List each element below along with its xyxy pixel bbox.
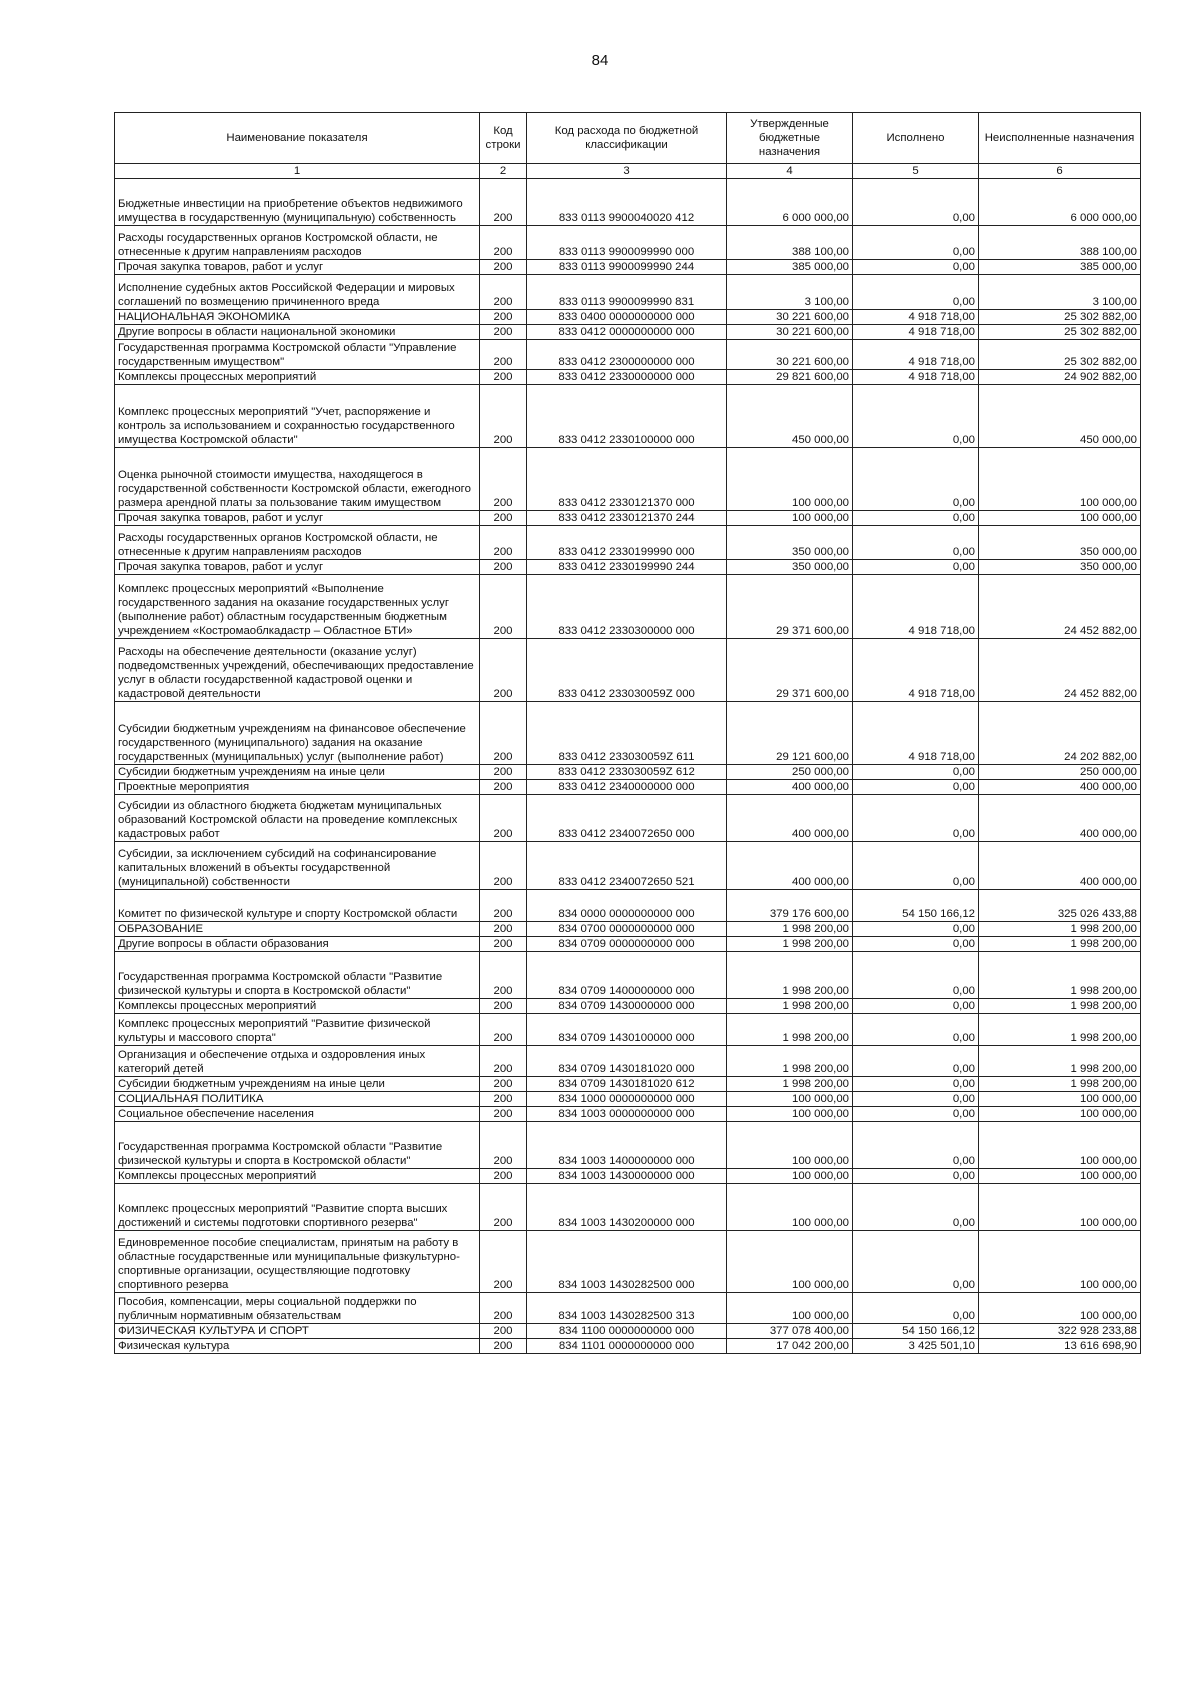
row-unexecuted: 100 000,00 bbox=[979, 1092, 1141, 1107]
row-unexecuted: 1 998 200,00 bbox=[979, 952, 1141, 999]
column-number: 5 bbox=[853, 164, 979, 179]
row-name: Комплекс процессных мероприятий "Учет, распоряжение и контроль за использованием и сохранностью государственного имущества Костромской области" bbox=[115, 385, 480, 448]
table-body bbox=[115, 179, 1141, 1354]
row-unexecuted: 100 000,00 bbox=[979, 1293, 1141, 1324]
row-approved: 1 998 200,00 bbox=[727, 922, 853, 937]
row-kbk-code: 834 1003 0000000000 000 bbox=[527, 1107, 727, 1122]
table-row bbox=[115, 937, 1141, 952]
table-row bbox=[115, 340, 1141, 370]
row-approved: 450 000,00 bbox=[727, 385, 853, 448]
row-line-code: 200 bbox=[480, 226, 527, 260]
row-unexecuted: 100 000,00 bbox=[979, 448, 1141, 511]
row-executed: 4 918 718,00 bbox=[853, 340, 979, 370]
row-kbk-code: 833 0412 2340072650 000 bbox=[527, 795, 727, 842]
row-executed: 0,00 bbox=[853, 1122, 979, 1169]
row-approved: 1 998 200,00 bbox=[727, 952, 853, 999]
table-row bbox=[115, 780, 1141, 795]
row-name: ОБРАЗОВАНИЕ bbox=[115, 922, 480, 937]
row-unexecuted: 24 202 882,00 bbox=[979, 702, 1141, 765]
row-kbk-code: 834 1003 1430282500 313 bbox=[527, 1293, 727, 1324]
row-approved: 250 000,00 bbox=[727, 765, 853, 780]
row-line-code: 200 bbox=[480, 1324, 527, 1339]
row-name: Прочая закупка товаров, работ и услуг bbox=[115, 260, 480, 275]
row-line-code: 200 bbox=[480, 370, 527, 385]
row-name: Государственная программа Костромской области "Управление государственным имуществом" bbox=[115, 340, 480, 370]
row-executed: 54 150 166,12 bbox=[853, 1324, 979, 1339]
row-executed: 0,00 bbox=[853, 448, 979, 511]
row-name: Субсидии бюджетным учреждениям на иные цели bbox=[115, 1077, 480, 1092]
row-unexecuted: 350 000,00 bbox=[979, 560, 1141, 575]
table-row bbox=[115, 370, 1141, 385]
row-unexecuted: 400 000,00 bbox=[979, 795, 1141, 842]
table-row bbox=[115, 385, 1141, 448]
row-unexecuted: 322 928 233,88 bbox=[979, 1324, 1141, 1339]
row-kbk-code: 834 0700 0000000000 000 bbox=[527, 922, 727, 937]
row-unexecuted: 3 100,00 bbox=[979, 275, 1141, 310]
row-name: СОЦИАЛЬНАЯ ПОЛИТИКА bbox=[115, 1092, 480, 1107]
row-approved: 1 998 200,00 bbox=[727, 999, 853, 1014]
row-kbk-code: 833 0113 9900040020 412 bbox=[527, 179, 727, 226]
row-kbk-code: 833 0412 2330121370 244 bbox=[527, 511, 727, 526]
table-row bbox=[115, 1169, 1141, 1184]
row-executed: 0,00 bbox=[853, 275, 979, 310]
row-executed: 0,00 bbox=[853, 842, 979, 890]
row-executed: 0,00 bbox=[853, 260, 979, 275]
table-row bbox=[115, 1293, 1141, 1324]
table-row bbox=[115, 1092, 1141, 1107]
row-line-code: 200 bbox=[480, 702, 527, 765]
row-name: Прочая закупка товаров, работ и услуг bbox=[115, 560, 480, 575]
row-line-code: 200 bbox=[480, 922, 527, 937]
table-row bbox=[115, 179, 1141, 226]
row-executed: 0,00 bbox=[853, 511, 979, 526]
row-line-code: 200 bbox=[480, 310, 527, 325]
row-executed: 0,00 bbox=[853, 937, 979, 952]
row-executed: 0,00 bbox=[853, 1293, 979, 1324]
row-approved: 3 100,00 bbox=[727, 275, 853, 310]
row-approved: 1 998 200,00 bbox=[727, 1014, 853, 1046]
row-approved: 1 998 200,00 bbox=[727, 937, 853, 952]
header-executed: Исполнено bbox=[853, 113, 979, 164]
row-line-code: 200 bbox=[480, 1184, 527, 1231]
row-kbk-code: 833 0412 2330100000 000 bbox=[527, 385, 727, 448]
row-kbk-code: 833 0412 0000000000 000 bbox=[527, 325, 727, 340]
row-unexecuted: 1 998 200,00 bbox=[979, 1077, 1141, 1092]
row-name: ФИЗИЧЕСКАЯ КУЛЬТУРА И СПОРТ bbox=[115, 1324, 480, 1339]
row-executed: 4 918 718,00 bbox=[853, 702, 979, 765]
row-line-code: 200 bbox=[480, 639, 527, 702]
row-executed: 0,00 bbox=[853, 1092, 979, 1107]
row-unexecuted: 350 000,00 bbox=[979, 526, 1141, 560]
page-number: 84 bbox=[591, 52, 609, 69]
row-executed: 4 918 718,00 bbox=[853, 370, 979, 385]
row-approved: 100 000,00 bbox=[727, 1107, 853, 1122]
row-line-code: 200 bbox=[480, 1293, 527, 1324]
row-name: Субсидии бюджетным учреждениям на финансовое обеспечение государственного (муниципального) задания на оказание государственных (муниципальных) услуг (выполнение работ) bbox=[115, 702, 480, 765]
row-name: Государственная программа Костромской области "Развитие физической культуры и спорта в Костромской области" bbox=[115, 952, 480, 999]
row-unexecuted: 100 000,00 bbox=[979, 511, 1141, 526]
table-row bbox=[115, 1184, 1141, 1231]
row-executed: 0,00 bbox=[853, 922, 979, 937]
row-kbk-code: 833 0400 0000000000 000 bbox=[527, 310, 727, 325]
row-approved: 17 042 200,00 bbox=[727, 1339, 853, 1354]
row-line-code: 200 bbox=[480, 1107, 527, 1122]
row-line-code: 200 bbox=[480, 999, 527, 1014]
row-line-code: 200 bbox=[480, 765, 527, 780]
table-row bbox=[115, 226, 1141, 260]
row-approved: 400 000,00 bbox=[727, 780, 853, 795]
row-unexecuted: 1 998 200,00 bbox=[979, 937, 1141, 952]
row-approved: 100 000,00 bbox=[727, 448, 853, 511]
column-number: 4 bbox=[727, 164, 853, 179]
table-row bbox=[115, 1339, 1141, 1354]
row-executed: 0,00 bbox=[853, 1231, 979, 1293]
row-executed: 0,00 bbox=[853, 226, 979, 260]
row-approved: 29 371 600,00 bbox=[727, 575, 853, 639]
row-kbk-code: 834 0709 1430181020 612 bbox=[527, 1077, 727, 1092]
row-approved: 100 000,00 bbox=[727, 1184, 853, 1231]
table-row bbox=[115, 765, 1141, 780]
row-kbk-code: 834 1100 0000000000 000 bbox=[527, 1324, 727, 1339]
row-name: Оценка рыночной стоимости имущества, находящегося в государственной собственности Костромской области, ежегодного размера арендной платы за пользование таким имуществом bbox=[115, 448, 480, 511]
row-approved: 30 221 600,00 bbox=[727, 340, 853, 370]
row-kbk-code: 833 0412 2330000000 000 bbox=[527, 370, 727, 385]
row-name: Единовременное пособие специалистам, принятым на работу в областные государственные или муниципальные физкультурно-спортивные организации, осуществляющие подготовку спортивного резерва bbox=[115, 1231, 480, 1293]
row-name: Физическая культура bbox=[115, 1339, 480, 1354]
row-line-code: 200 bbox=[480, 179, 527, 226]
row-line-code: 200 bbox=[480, 511, 527, 526]
table-row bbox=[115, 1046, 1141, 1077]
row-unexecuted: 100 000,00 bbox=[979, 1231, 1141, 1293]
row-line-code: 200 bbox=[480, 1046, 527, 1077]
table-row bbox=[115, 1014, 1141, 1046]
table-row bbox=[115, 1077, 1141, 1092]
row-approved: 350 000,00 bbox=[727, 560, 853, 575]
row-approved: 379 176 600,00 bbox=[727, 890, 853, 922]
header-unexecuted-assignments: Неисполненные назначения bbox=[979, 113, 1141, 164]
table-row bbox=[115, 526, 1141, 560]
column-number: 6 bbox=[979, 164, 1141, 179]
row-kbk-code: 833 0412 2300000000 000 bbox=[527, 340, 727, 370]
table-row bbox=[115, 702, 1141, 765]
table-header-row bbox=[115, 113, 1141, 164]
row-name: Прочая закупка товаров, работ и услуг bbox=[115, 511, 480, 526]
row-executed: 0,00 bbox=[853, 1014, 979, 1046]
table-row bbox=[115, 795, 1141, 842]
row-unexecuted: 25 302 882,00 bbox=[979, 325, 1141, 340]
row-unexecuted: 1 998 200,00 bbox=[979, 1046, 1141, 1077]
row-executed: 0,00 bbox=[853, 385, 979, 448]
row-executed: 54 150 166,12 bbox=[853, 890, 979, 922]
row-approved: 400 000,00 bbox=[727, 842, 853, 890]
row-unexecuted: 388 100,00 bbox=[979, 226, 1141, 260]
row-executed: 0,00 bbox=[853, 560, 979, 575]
row-executed: 0,00 bbox=[853, 179, 979, 226]
row-approved: 377 078 400,00 bbox=[727, 1324, 853, 1339]
row-name: Организация и обеспечение отдыха и оздоровления иных категорий детей bbox=[115, 1046, 480, 1077]
row-line-code: 200 bbox=[480, 1231, 527, 1293]
row-approved: 30 221 600,00 bbox=[727, 310, 853, 325]
row-unexecuted: 100 000,00 bbox=[979, 1122, 1141, 1169]
row-kbk-code: 834 1101 0000000000 000 bbox=[527, 1339, 727, 1354]
table-row bbox=[115, 1324, 1141, 1339]
row-executed: 0,00 bbox=[853, 1046, 979, 1077]
table-row bbox=[115, 999, 1141, 1014]
row-approved: 350 000,00 bbox=[727, 526, 853, 560]
table-row bbox=[115, 260, 1141, 275]
row-kbk-code: 833 0412 233030059Z 000 bbox=[527, 639, 727, 702]
row-kbk-code: 833 0412 2330121370 000 bbox=[527, 448, 727, 511]
column-number: 3 bbox=[527, 164, 727, 179]
row-name: Комплекс процессных мероприятий "Развитие спорта высших достижений и системы подготовки спортивного резерва" bbox=[115, 1184, 480, 1231]
row-executed: 4 918 718,00 bbox=[853, 325, 979, 340]
row-line-code: 200 bbox=[480, 575, 527, 639]
table-row bbox=[115, 1107, 1141, 1122]
row-approved: 29 371 600,00 bbox=[727, 639, 853, 702]
row-name: Субсидии бюджетным учреждениям на иные цели bbox=[115, 765, 480, 780]
row-executed: 0,00 bbox=[853, 1184, 979, 1231]
table-row bbox=[115, 1231, 1141, 1293]
row-line-code: 200 bbox=[480, 325, 527, 340]
row-kbk-code: 833 0412 233030059Z 611 bbox=[527, 702, 727, 765]
row-kbk-code: 834 1003 1430282500 000 bbox=[527, 1231, 727, 1293]
row-line-code: 200 bbox=[480, 842, 527, 890]
row-line-code: 200 bbox=[480, 952, 527, 999]
row-line-code: 200 bbox=[480, 795, 527, 842]
row-approved: 100 000,00 bbox=[727, 1231, 853, 1293]
row-approved: 6 000 000,00 bbox=[727, 179, 853, 226]
row-line-code: 200 bbox=[480, 340, 527, 370]
row-name: Комплекс процессных мероприятий «Выполнение государственного задания на оказание государственных услуг (выполнение работ) областным государственным бюджетным учреждением «Костромаоблкадастр – Областное БТИ» bbox=[115, 575, 480, 639]
row-executed: 4 918 718,00 bbox=[853, 639, 979, 702]
row-line-code: 200 bbox=[480, 385, 527, 448]
row-kbk-code: 834 0000 0000000000 000 bbox=[527, 890, 727, 922]
row-kbk-code: 833 0113 9900099990 244 bbox=[527, 260, 727, 275]
row-kbk-code: 833 0412 2330199990 244 bbox=[527, 560, 727, 575]
table-row bbox=[115, 310, 1141, 325]
row-kbk-code: 833 0412 2340072650 521 bbox=[527, 842, 727, 890]
row-line-code: 200 bbox=[480, 890, 527, 922]
row-approved: 400 000,00 bbox=[727, 795, 853, 842]
row-unexecuted: 24 452 882,00 bbox=[979, 639, 1141, 702]
row-unexecuted: 100 000,00 bbox=[979, 1107, 1141, 1122]
row-unexecuted: 6 000 000,00 bbox=[979, 179, 1141, 226]
row-executed: 0,00 bbox=[853, 1077, 979, 1092]
row-name: Комплексы процессных мероприятий bbox=[115, 370, 480, 385]
row-approved: 1 998 200,00 bbox=[727, 1046, 853, 1077]
row-kbk-code: 834 1003 1400000000 000 bbox=[527, 1122, 727, 1169]
row-approved: 29 821 600,00 bbox=[727, 370, 853, 385]
row-line-code: 200 bbox=[480, 1014, 527, 1046]
table-row bbox=[115, 952, 1141, 999]
row-kbk-code: 833 0113 9900099990 000 bbox=[527, 226, 727, 260]
row-executed: 4 918 718,00 bbox=[853, 575, 979, 639]
row-approved: 100 000,00 bbox=[727, 1122, 853, 1169]
row-name: Другие вопросы в области образования bbox=[115, 937, 480, 952]
row-line-code: 200 bbox=[480, 275, 527, 310]
table-row bbox=[115, 325, 1141, 340]
row-approved: 388 100,00 bbox=[727, 226, 853, 260]
row-executed: 0,00 bbox=[853, 1107, 979, 1122]
row-name: Расходы на обеспечение деятельности (оказание услуг) подведомственных учреждений, обеспечивающих предоставление услуг в области государственной кадастровой оценки и кадастровой деятельности bbox=[115, 639, 480, 702]
header-approved-assignments: Утвержденные бюджетные назначения bbox=[727, 113, 853, 164]
table-row bbox=[115, 560, 1141, 575]
row-unexecuted: 400 000,00 bbox=[979, 842, 1141, 890]
row-line-code: 200 bbox=[480, 1339, 527, 1354]
row-name: Исполнение судебных актов Российской Федерации и мировых соглашений по возмещению причиненного вреда bbox=[115, 275, 480, 310]
row-approved: 1 998 200,00 bbox=[727, 1077, 853, 1092]
row-executed: 4 918 718,00 bbox=[853, 310, 979, 325]
row-unexecuted: 24 902 882,00 bbox=[979, 370, 1141, 385]
row-kbk-code: 834 1003 1430200000 000 bbox=[527, 1184, 727, 1231]
row-executed: 0,00 bbox=[853, 526, 979, 560]
table-row bbox=[115, 890, 1141, 922]
row-kbk-code: 833 0412 2330300000 000 bbox=[527, 575, 727, 639]
row-line-code: 200 bbox=[480, 448, 527, 511]
row-name: Расходы государственных органов Костромской области, не отнесенные к другим направлениям расходов bbox=[115, 526, 480, 560]
row-approved: 29 121 600,00 bbox=[727, 702, 853, 765]
row-approved: 100 000,00 bbox=[727, 1092, 853, 1107]
row-kbk-code: 834 1003 1430000000 000 bbox=[527, 1169, 727, 1184]
row-unexecuted: 100 000,00 bbox=[979, 1169, 1141, 1184]
row-unexecuted: 13 616 698,90 bbox=[979, 1339, 1141, 1354]
row-name: Пособия, компенсации, меры социальной поддержки по публичным нормативным обязательствам bbox=[115, 1293, 480, 1324]
column-number: 2 bbox=[480, 164, 527, 179]
row-kbk-code: 833 0113 9900099990 831 bbox=[527, 275, 727, 310]
column-number: 1 bbox=[115, 164, 480, 179]
table-row bbox=[115, 511, 1141, 526]
row-unexecuted: 1 998 200,00 bbox=[979, 1014, 1141, 1046]
row-approved: 100 000,00 bbox=[727, 511, 853, 526]
row-approved: 100 000,00 bbox=[727, 1293, 853, 1324]
row-kbk-code: 834 1000 0000000000 000 bbox=[527, 1092, 727, 1107]
row-executed: 0,00 bbox=[853, 1169, 979, 1184]
row-line-code: 200 bbox=[480, 780, 527, 795]
row-line-code: 200 bbox=[480, 560, 527, 575]
table-row bbox=[115, 922, 1141, 937]
header-line-code: Код строки bbox=[480, 113, 527, 164]
row-name: НАЦИОНАЛЬНАЯ ЭКОНОМИКА bbox=[115, 310, 480, 325]
row-executed: 0,00 bbox=[853, 795, 979, 842]
row-kbk-code: 834 0709 1430181020 000 bbox=[527, 1046, 727, 1077]
row-name: Проектные мероприятия bbox=[115, 780, 480, 795]
row-line-code: 200 bbox=[480, 1122, 527, 1169]
row-executed: 0,00 bbox=[853, 952, 979, 999]
row-name: Субсидии, за исключением субсидий на софинансирование капитальных вложений в объекты государственной (муниципальной) собственности bbox=[115, 842, 480, 890]
row-name: Комплекс процессных мероприятий "Развитие физической культуры и массового спорта" bbox=[115, 1014, 480, 1046]
table-row bbox=[115, 639, 1141, 702]
row-line-code: 200 bbox=[480, 1077, 527, 1092]
table-row bbox=[115, 842, 1141, 890]
row-name: Другие вопросы в области национальной экономики bbox=[115, 325, 480, 340]
row-name: Комплексы процессных мероприятий bbox=[115, 999, 480, 1014]
row-approved: 385 000,00 bbox=[727, 260, 853, 275]
row-approved: 30 221 600,00 bbox=[727, 325, 853, 340]
row-kbk-code: 834 0709 1430000000 000 bbox=[527, 999, 727, 1014]
row-line-code: 200 bbox=[480, 1092, 527, 1107]
row-executed: 0,00 bbox=[853, 999, 979, 1014]
row-unexecuted: 25 302 882,00 bbox=[979, 310, 1141, 325]
row-kbk-code: 834 0709 1400000000 000 bbox=[527, 952, 727, 999]
row-line-code: 200 bbox=[480, 260, 527, 275]
row-line-code: 200 bbox=[480, 937, 527, 952]
row-executed: 0,00 bbox=[853, 780, 979, 795]
row-executed: 3 425 501,10 bbox=[853, 1339, 979, 1354]
row-name: Комплексы процессных мероприятий bbox=[115, 1169, 480, 1184]
table-row bbox=[115, 448, 1141, 511]
row-unexecuted: 24 452 882,00 bbox=[979, 575, 1141, 639]
row-unexecuted: 450 000,00 bbox=[979, 385, 1141, 448]
row-unexecuted: 385 000,00 bbox=[979, 260, 1141, 275]
row-unexecuted: 400 000,00 bbox=[979, 780, 1141, 795]
row-approved: 100 000,00 bbox=[727, 1169, 853, 1184]
table-row bbox=[115, 275, 1141, 310]
row-name: Бюджетные инвестиции на приобретение объектов недвижимого имущества в государственную (муниципальную) собственность bbox=[115, 179, 480, 226]
row-line-code: 200 bbox=[480, 1169, 527, 1184]
row-kbk-code: 834 0709 1430100000 000 bbox=[527, 1014, 727, 1046]
row-name: Социальное обеспечение населения bbox=[115, 1107, 480, 1122]
row-unexecuted: 1 998 200,00 bbox=[979, 922, 1141, 937]
row-unexecuted: 1 998 200,00 bbox=[979, 999, 1141, 1014]
row-line-code: 200 bbox=[480, 526, 527, 560]
row-kbk-code: 833 0412 233030059Z 612 bbox=[527, 765, 727, 780]
row-kbk-code: 834 0709 0000000000 000 bbox=[527, 937, 727, 952]
budget-execution-table bbox=[114, 112, 1141, 1354]
row-unexecuted: 325 026 433,88 bbox=[979, 890, 1141, 922]
row-executed: 0,00 bbox=[853, 765, 979, 780]
row-kbk-code: 833 0412 2340000000 000 bbox=[527, 780, 727, 795]
header-budget-classification-code: Код расхода по бюджетной классификации bbox=[527, 113, 727, 164]
table-row bbox=[115, 575, 1141, 639]
column-number-row bbox=[115, 164, 1141, 179]
row-unexecuted: 25 302 882,00 bbox=[979, 340, 1141, 370]
row-kbk-code: 833 0412 2330199990 000 bbox=[527, 526, 727, 560]
row-name: Комитет по физической культуре и спорту Костромской области bbox=[115, 890, 480, 922]
row-unexecuted: 100 000,00 bbox=[979, 1184, 1141, 1231]
row-name: Государственная программа Костромской области "Развитие физической культуры и спорта в Костромской области" bbox=[115, 1122, 480, 1169]
table-row bbox=[115, 1122, 1141, 1169]
header-indicator-name: Наименование показателя bbox=[115, 113, 480, 164]
row-name: Расходы государственных органов Костромской области, не отнесенные к другим направлениям расходов bbox=[115, 226, 480, 260]
row-unexecuted: 250 000,00 bbox=[979, 765, 1141, 780]
row-name: Субсидии из областного бюджета бюджетам муниципальных образований Костромской области на проведение комплексных кадастровых работ bbox=[115, 795, 480, 842]
